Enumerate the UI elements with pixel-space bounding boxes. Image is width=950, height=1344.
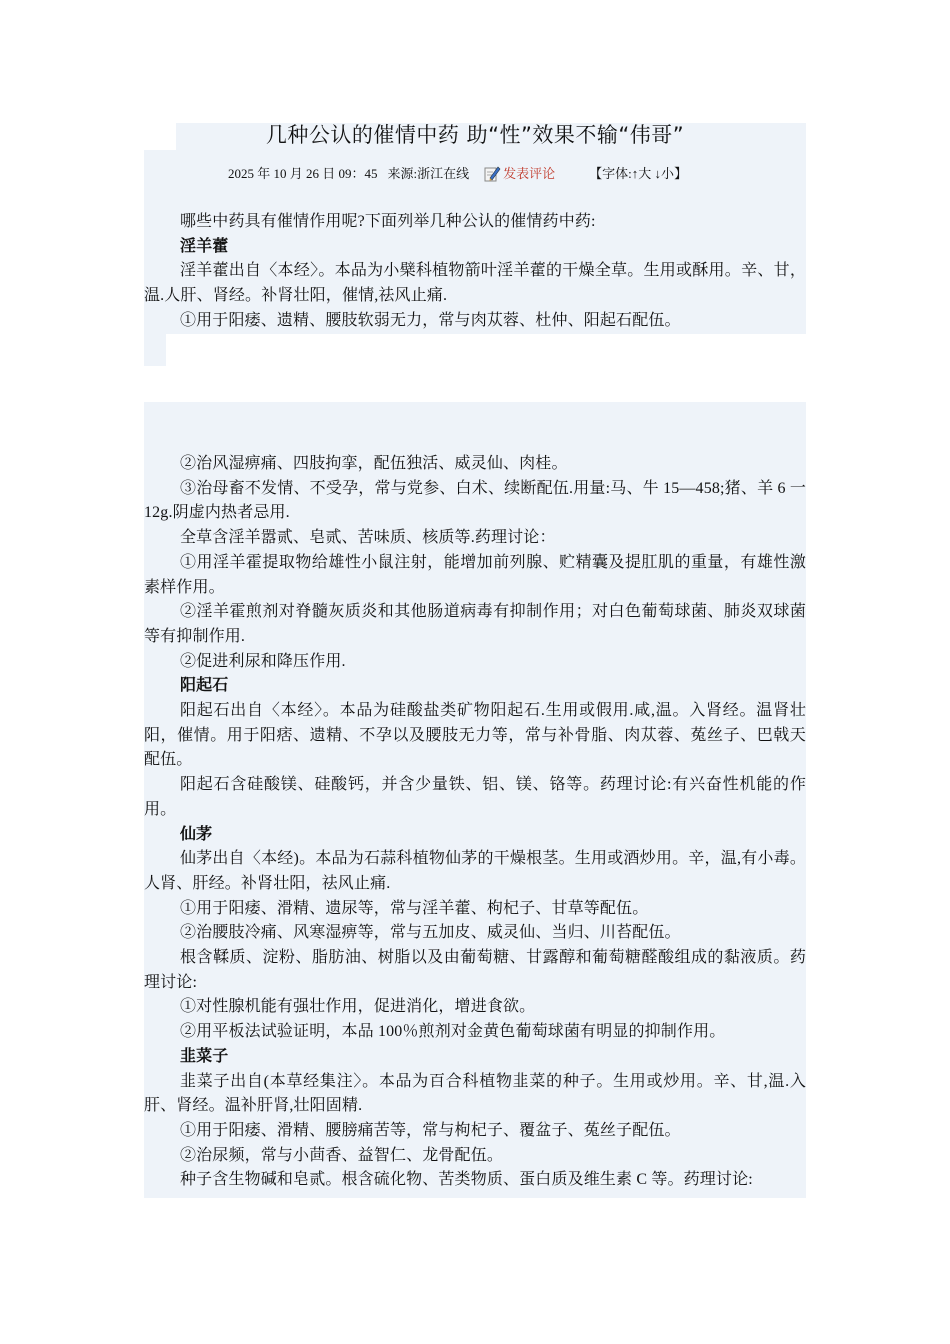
paragraph: ①用于阳痿、滑精、腰膀痛苦等，常与枸杞子、覆盆子、菟丝子配伍。	[180, 1121, 681, 1139]
content-background	[144, 334, 166, 366]
paragraph: ②淫羊霍煎剂对脊髓灰质炎和其他肠道病毒有抑制作用；对白色葡萄球菌、肺炎双球菌等有抑制作用.	[144, 603, 806, 645]
article-title: 几种公认的催情中药 助“性”效果不输“伟哥”	[265, 123, 685, 147]
paragraph: 哪些中药具有催情作用呢?下面列举几种公认的催情药中药:	[180, 213, 596, 230]
publish-date: 2025 年 10 月 26 日 09：45	[228, 166, 378, 181]
paragraph: 仙茅出自〈本经)。本品为石蒜科植物仙茅的干燥根茎。生用或酒炒用。辛，温,有小毒。人肾、肝经。补肾壮阳，祛风止痛.	[144, 850, 806, 892]
paragraph: 阳起石出自〈本经〉。本品为硅酸盐类矿物阳起石.生用或假用.咸,温。入肾经。温肾壮阳，催情。用于阳痞、遗精、不孕以及腰肢无力等，常与补骨脂、肉苁蓉、菟丝子、巴戟天配伍。	[144, 702, 806, 769]
paragraph: 根含鞣质、淀粉、脂肪油、树脂以及由葡萄糖、甘露醇和葡萄糖醛酸组成的黏液质。药理讨论:	[144, 949, 806, 991]
paragraph: 淫羊藿出自〈本经〉。本品为小檗科植物箭叶淫羊藿的干燥全草。生用或酥用。辛、甘，温.人肝、肾经。补肾壮阳，催情,祛风止痛.	[144, 262, 806, 305]
article-body-part-2	[144, 452, 806, 1193]
section-heading: 仙茅	[180, 825, 213, 843]
paragraph: ①用淫羊霍提取物给雄性小鼠注射，能增加前列腺、贮精囊及提肛肌的重量，有雄性激素样作用。	[144, 553, 806, 596]
post-comment-link[interactable]: 发表评论	[503, 166, 556, 181]
article-meta	[228, 163, 687, 185]
font-large-link[interactable]: ↑大	[631, 166, 652, 181]
paragraph: ②治腰肢冷痛、风寒湿痹等，常与五加皮、威灵仙、当归、川苔配伍。	[180, 924, 681, 942]
article-body-part-1	[144, 210, 806, 334]
paragraph: 全草含淫羊嚣贰、皂贰、苦味质、核质等.药理讨论：	[180, 529, 556, 547]
section-heading: 淫羊藿	[180, 237, 229, 255]
paragraph: ②促进利尿和降压作用.	[180, 652, 346, 670]
font-control-suffix: 】	[674, 166, 688, 181]
paragraph: ②治风湿痹痛、四肢拘挛，配伍独活、威灵仙、肉桂。	[180, 455, 568, 472]
section-heading: 韭菜子	[180, 1047, 229, 1065]
paragraph: ③治母畜不发情、不受孕，常与党参、白术、续断配伍.用量:马、牛 15—458;猪、羊 6 一 12g.阴虚内热者忌用.	[144, 479, 806, 522]
paragraph: ①对性腺机能有强壮作用，促进消化，增进食欲。	[180, 998, 536, 1016]
paragraph: ①用于阳痿、滑精、遗尿等，常与淫羊藿、枸杞子、甘草等配伍。	[180, 899, 649, 917]
paragraph: ②治尿频，常与小茴香、益智仁、龙骨配伍。	[180, 1146, 504, 1164]
paragraph: 种子含生物碱和皂贰。根含硫化物、苦类物质、蛋白质及维生素 C 等。药理讨论:	[180, 1171, 753, 1189]
article-source: 来源:浙江在线	[387, 166, 470, 181]
paragraph: 韭菜子出自(本草经集注〉。本品为百合科植物韭菜的种子。生用或炒用。辛、甘,温.入肝、肾经。温补肝肾,壮阳固精.	[144, 1072, 806, 1115]
paragraph: ①用于阳痿、遗精、腰肢软弱无力，常与肉苁蓉、杜仲、阳起石配伍。	[180, 311, 681, 329]
paragraph: ②用平板法试验证明，本品 100％煎剂对金黄色葡萄球菌有明显的抑制作用。	[180, 1023, 726, 1041]
font-size-control	[589, 163, 687, 185]
section-heading: 阳起石	[180, 677, 229, 695]
pen-icon	[483, 165, 501, 183]
paragraph: 阳起石含硅酸镁、硅酸钙，并含少量铁、铝、镁、铬等。药理讨论:有兴奋性机能的作用。	[144, 776, 806, 818]
font-control-prefix: 【字体:	[589, 166, 632, 181]
font-small-link[interactable]: ↓小	[654, 166, 675, 181]
